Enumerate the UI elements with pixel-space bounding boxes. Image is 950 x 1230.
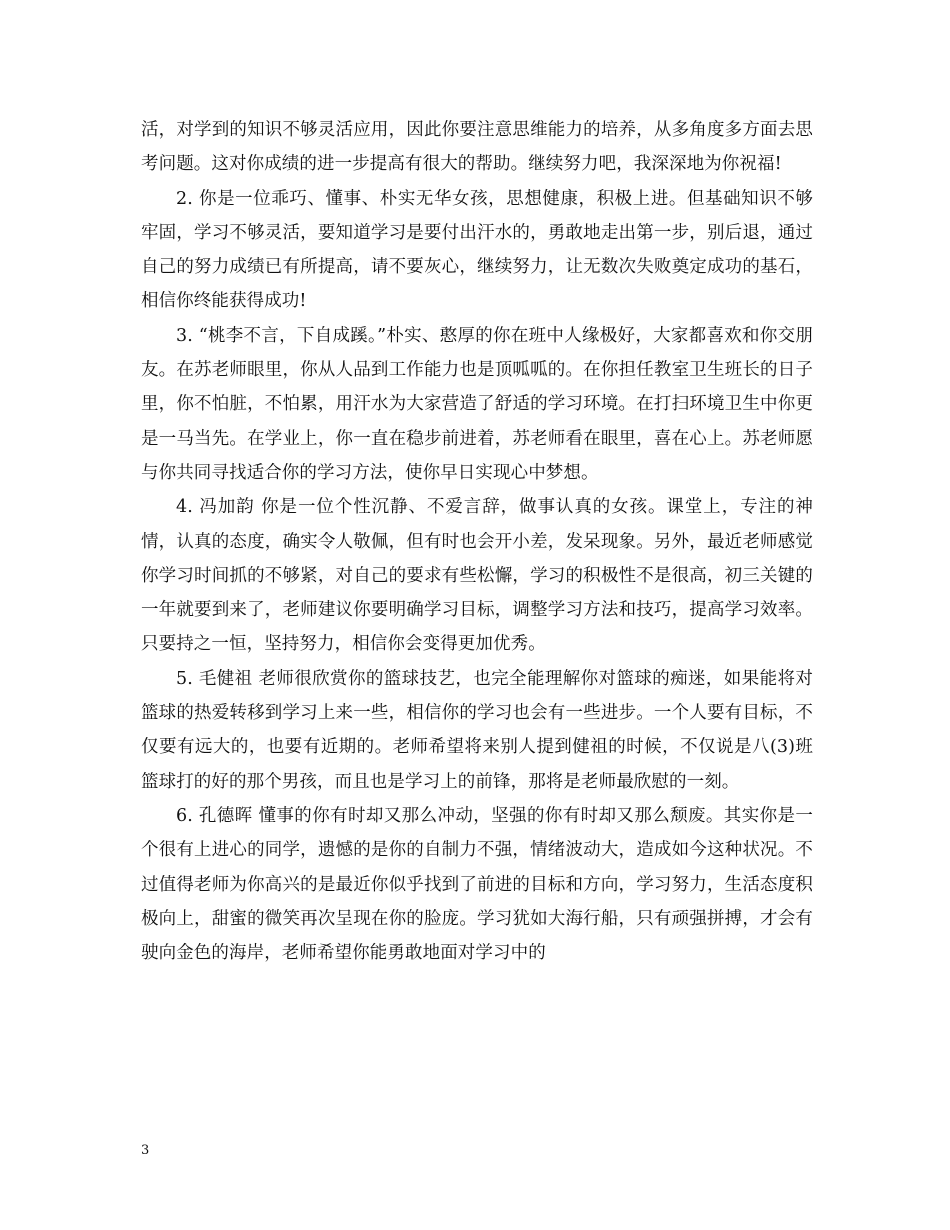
- paragraph-comment-3: 3. “桃李不言，下自成蹊。”朴实、憨厚的你在班中人缘极好，大家都喜欢和你交朋友。在苏老师眼里，你从人品到工作能力也是顶呱呱的。在你担任教室卫生班长的日子里，你不怕脏，不怕累，用汗水为大家营造了舒适的学习环境。在打扫环境卫生中你更是一马当先。在学业上，你一直在稳步前进着，苏老师看在眼里，喜在心上。苏老师愿与你共同寻找适合你的学习方法，使你早日实现心中梦想。: [141, 325, 813, 483]
- paragraph-comment-4: 4. 冯加韵 你是一位个性沉静、不爱言辞，做事认真的女孩。课堂上，专注的神情，认真的态度，确实令人敬佩，但有时也会开小差，发呆现象。另外，最近老师感觉你学习时间抓的不够紧，对自己的要求有些松懈，学习的积极性不是很高，初三关键的一年就要到来了，老师建议你要明确学习目标，调整学习方法和技巧，提高学习效率。只要持之一恒，坚持努力，相信你会变得更加优秀。: [141, 497, 813, 655]
- paragraph-comment-6: 6. 孔德晖 懂事的你有时却又那么冲动，坚强的你有时却又那么颓废。其实你是一个很有上进心的同学，遗憾的是你的自制力不强，情绪波动大，造成如今这种状况。不过值得老师为你高兴的是最近你似乎找到了前进的目标和方向，学习努力，生活态度积极向上，甜蜜的微笑再次呈现在你的脸庞。学习犹如大海行船，只有顽强拼搏，才会有驶向金色的海岸，老师希望你能勇敢地面对学习中的: [141, 805, 813, 964]
- paragraph-comment-2: 2. 你是一位乖巧、懂事、朴实无华女孩，思想健康，积极上进。但基础知识不够牢固，学习不够灵活，要知道学习是要付出汗水的，勇敢地走出第一步，别后退，通过自己的努力成绩已有所提高，请不要灰心，继续努力，让无数次失败奠定成功的基石，相信你终能获得成功!: [141, 188, 813, 312]
- page-number: 3: [141, 1143, 150, 1158]
- paragraph-continuation: 活，对学到的知识不够灵活应用，因此你要注意思维能力的培养，从多角度多方面去思考问题。这对你成绩的进一步提高有很大的帮助。继续努力吧，我深深地为你祝福!: [141, 120, 813, 175]
- document-body: [141, 113, 813, 970]
- paragraph-comment-5: 5. 毛健祖 老师很欣赏你的篮球技艺，也完全能理解你对篮球的痴迷，如果能将对篮球的热爱转移到学习上来一些，相信你的学习也会有一些进步。一个人要有目标，不仅要有远大的，也要有近期的。老师希望将来别人提到健祖的时候，不仅说是八(3)班篮球打的好的那个男孩，而且也是学习上的前锋，那将是老师最欣慰的一刻。: [141, 668, 813, 792]
